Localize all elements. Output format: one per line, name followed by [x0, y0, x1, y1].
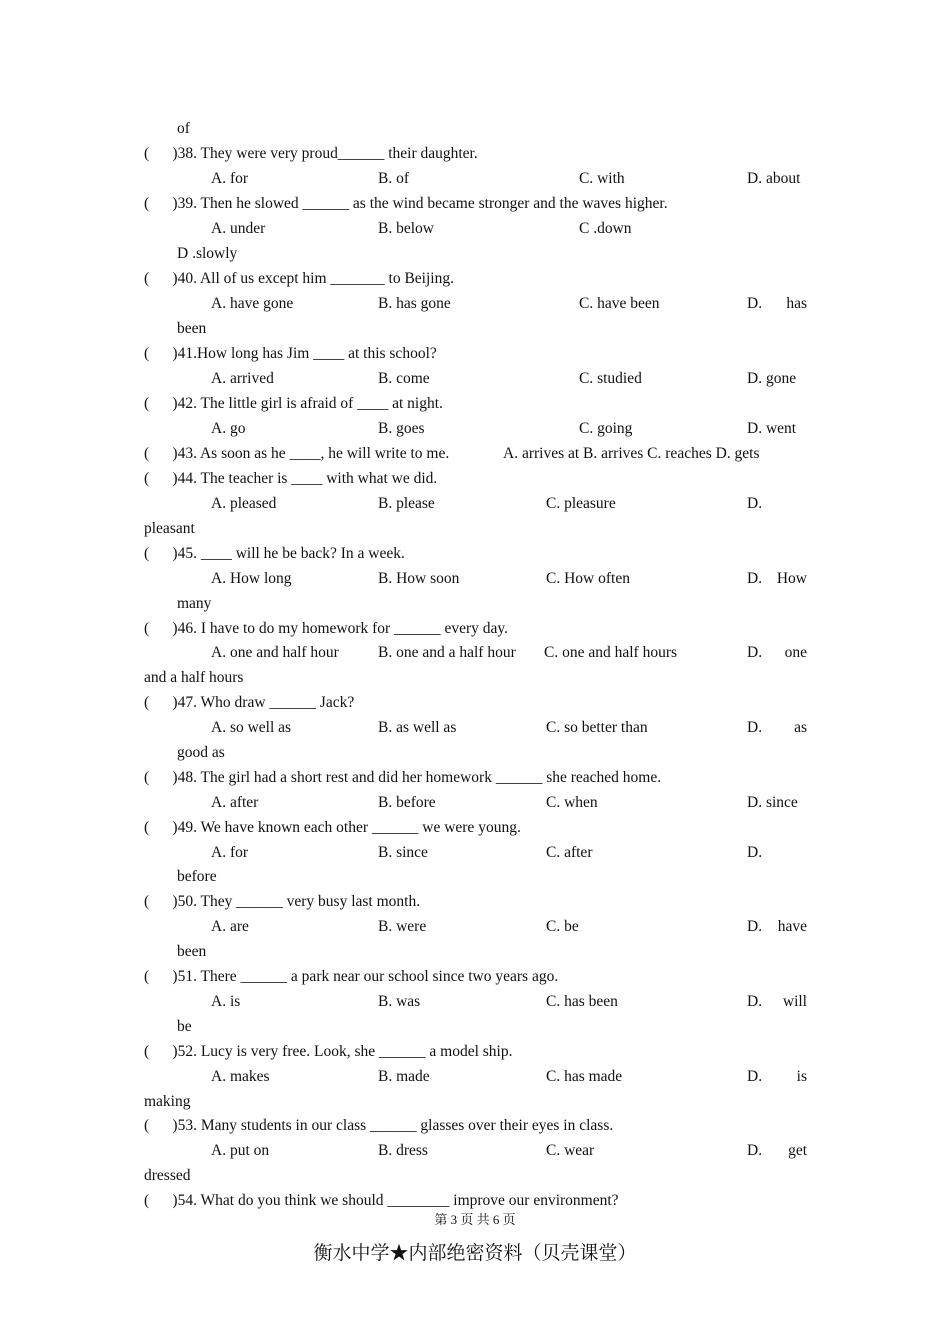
text-line: C. be: [546, 918, 579, 935]
text-line: B. dress: [378, 1142, 428, 1159]
text-line: ( )39. Then he slowed ______ as the wind became stronger and the waves higher.: [144, 195, 668, 212]
text-line: B. made: [378, 1068, 430, 1085]
text-line: get: [788, 1142, 807, 1159]
page-number: 第 3 页 共 6 页: [434, 1212, 516, 1227]
text-line: A. for: [211, 844, 249, 861]
text-line: D.: [747, 719, 763, 736]
text-line: C .down: [579, 220, 632, 237]
text-line: ( )50. They ______ very busy last month.: [144, 893, 421, 910]
text-line: ( )52. Lucy is very free. Look, she ______ a model ship.: [144, 1043, 513, 1060]
text-line: A. is: [211, 993, 241, 1010]
text-line: A. pleased: [211, 495, 277, 512]
text-line: making: [144, 1093, 191, 1110]
text-line: A. after: [211, 794, 259, 811]
text-line: B. please: [378, 495, 435, 512]
text-line: D.: [747, 644, 763, 661]
text-line: A. How long: [211, 570, 292, 587]
text-line: ( )44. The teacher is ____ with what we did.: [144, 470, 438, 487]
text-line: B. has gone: [378, 295, 451, 312]
text-line: B. as well as: [378, 719, 457, 736]
text-line: D.: [747, 570, 763, 587]
text-line: ( )53. Many students in our class ______ glasses over their eyes in class.: [144, 1117, 614, 1134]
text-line: C. with: [579, 170, 625, 187]
text-line: one: [784, 644, 807, 661]
text-line: been: [177, 943, 207, 960]
text-line: D.: [747, 918, 763, 935]
text-line: D. about: [747, 170, 801, 187]
text-line: pleasant: [144, 520, 195, 537]
text-line: D.: [747, 844, 763, 861]
text-line: A. arrived: [211, 370, 274, 387]
text-line: ( )42. The little girl is afraid of ____ at night.: [144, 395, 443, 412]
text-line: dressed: [144, 1167, 191, 1184]
text-line: B. was: [378, 993, 421, 1010]
text-line: D. gone: [747, 370, 797, 387]
text-line: B. of: [378, 170, 409, 187]
text-line: D.: [747, 295, 763, 312]
text-line: D.: [747, 1142, 763, 1159]
text-line: ( )49. We have known each other ______ we were young.: [144, 819, 521, 836]
footer-brand: 衡水中学★内部绝密资料（贝壳课堂）: [313, 1242, 637, 1264]
text-line: A. under: [211, 220, 266, 237]
text-line: A. one and half hour: [211, 644, 339, 661]
text-line: A. for: [211, 170, 249, 187]
text-line: B. one and a half hour: [378, 644, 516, 661]
text-line: A. makes: [211, 1068, 270, 1085]
text-line: C. has made: [546, 1068, 623, 1085]
text-line: ( )51. There ______ a park near our school since two years ago.: [144, 968, 559, 985]
text-line: A. are: [211, 918, 249, 935]
text-line: A. arrives at B. arrives C. reaches D. gets: [503, 445, 760, 462]
text-line: B. before: [378, 794, 436, 811]
text-line: C. after: [546, 844, 593, 861]
text-line: C. when: [546, 794, 598, 811]
text-line: will: [782, 993, 807, 1010]
text-line: and a half hours: [144, 669, 244, 686]
text-line: ( )47. Who draw ______ Jack?: [144, 694, 355, 711]
text-line: as: [794, 719, 807, 736]
text-line: ( )43. As soon as he ____, he will write to me.: [144, 445, 450, 462]
text-line: be: [177, 1018, 192, 1035]
text-line: A. put on: [211, 1142, 270, 1159]
text-line: has: [786, 295, 807, 312]
text-line: A. have gone: [211, 295, 294, 312]
text-line: C. pleasure: [546, 495, 616, 512]
text-line: ( )48. The girl had a short rest and did her homework ______ she reached home.: [144, 769, 662, 786]
text-line: B. How soon: [378, 570, 460, 587]
text-line: D.: [747, 993, 763, 1010]
text-line: C. going: [579, 420, 633, 437]
text-line: is: [796, 1068, 807, 1085]
text-line: D.: [747, 1068, 763, 1085]
text-line: ( )41.How long has Jim ____ at this school?: [144, 345, 437, 362]
text-line: C. have been: [579, 295, 660, 312]
text-line: of: [177, 120, 190, 137]
text-line: A. go: [211, 420, 246, 437]
text-line: ( )40. All of us except him _______ to Beijing.: [144, 270, 454, 287]
text-line: ( )38. They were very proud______ their daughter.: [144, 145, 478, 162]
text-line: D. since: [747, 794, 798, 811]
text-line: good as: [177, 744, 225, 761]
text-line: before: [177, 868, 217, 885]
text-line: C. one and half hours: [544, 644, 678, 661]
text-line: many: [177, 595, 212, 612]
text-line: have: [777, 918, 807, 935]
text-line: B. were: [378, 918, 427, 935]
text-line: B. since: [378, 844, 428, 861]
text-line: C. has been: [546, 993, 618, 1010]
text-line: B. goes: [378, 420, 425, 437]
text-line: C. so better than: [546, 719, 648, 736]
text-line: ( )54. What do you think we should ________ improve our environment?: [144, 1192, 619, 1209]
text-line: D. went: [747, 420, 797, 437]
text-line: ( )45. ____ will he be back? In a week.: [144, 545, 405, 562]
text-line: C. How often: [546, 570, 630, 587]
text-line: C. studied: [579, 370, 642, 387]
text-line: A. so well as: [211, 719, 292, 736]
text-line: How: [776, 570, 807, 587]
text-line: been: [177, 320, 207, 337]
text-line: C. wear: [546, 1142, 595, 1159]
text-line: B. come: [378, 370, 430, 387]
text-line: D.: [747, 495, 763, 512]
text-line: ( )46. I have to do my homework for ______ every day.: [144, 620, 509, 637]
text-line: D .slowly: [177, 245, 238, 262]
text-line: B. below: [378, 220, 434, 237]
